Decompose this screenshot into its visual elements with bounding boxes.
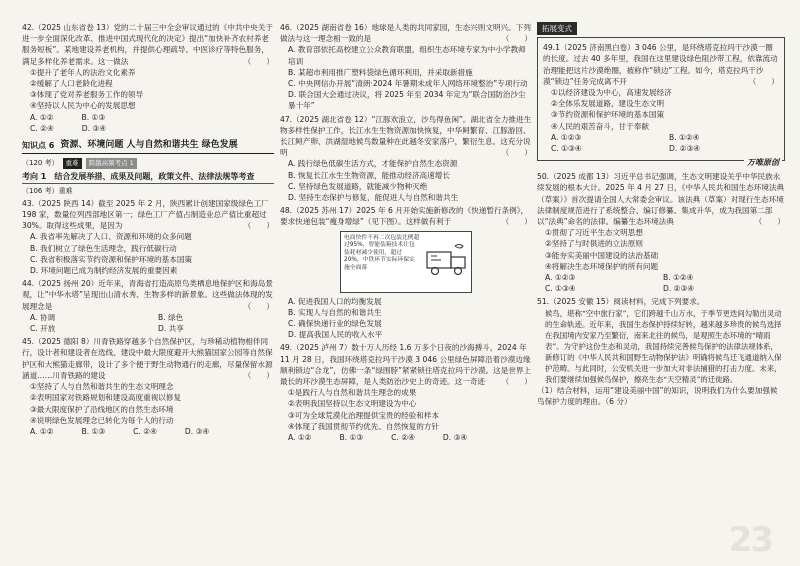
frequency-count: （120 考）	[22, 159, 59, 168]
question-42	[22, 22, 274, 134]
q42-options-2	[22, 123, 274, 134]
q43-option-b: B. 我们树立了绿色生活理念，践行低碳行动	[30, 243, 177, 253]
q43-stem: 43.（2025 陕西 14）截至 2025 年 2 月，陕西累计创建国家级绿色工厂 198 家，数量位列西部地区第一；绿色工厂产值占制造业总产值比重超过 30%。取得这些成果，是因为	[22, 198, 269, 231]
q49-1-item-2: ②全体乐发展道路，建设生态文明	[551, 99, 665, 109]
q45-item-2: ②表明国家对铁路规划和建设高度重视以修复	[30, 393, 182, 403]
q50-item-2: ②坚持了与时俱进的立法原则	[545, 239, 643, 249]
question-49	[280, 342, 532, 443]
answer-paren: （ ）	[501, 377, 532, 387]
q45-item-1: ①坚持了人与自然和谐共生的生态文明理念	[30, 382, 174, 392]
q50-item-1: ①贯彻了习近平生态文明思想	[545, 228, 643, 238]
q42-stem: 42.（2025 山东省卷 13）党的二十届三中全会审议通过的《中共中央关于进一步全面深化改革、推进中国式现代化的决定》提出“加快补齐农村养老服务短板”。某地建设养老机构，并提供心理疏导、中医诊疗等特色服务，满足多样化养老需求。这一做法	[22, 23, 273, 66]
q50-stem: 50.（2025 成都 13）习近平总书记强调，生态文明建设关乎中华民族永续发展的根本大计。2025 年 4 月 27 日，《中华人民共和国生态环境法典（草案）》首次提请全国人大常委会审议。该法典（草案）对现行生态环境法律制度规范进行了系统整合、编订修纂、集成升华，成为我国第二部以“法典”命名的法律。编纂生态环境法典	[537, 172, 785, 227]
q50-options-2	[537, 283, 785, 294]
question-48	[280, 205, 532, 340]
question-51	[537, 296, 785, 407]
option-c: C. ②④	[133, 426, 157, 436]
option-d: D. ②③④	[663, 284, 695, 294]
q42-item-1: ①提升了老年人的法治文化素养	[30, 67, 136, 77]
q47-option-c: C. 坚持绿色发展道路，就能减少物种灭绝	[288, 181, 428, 191]
q47-option-a: A. 践行绿色低碳生活方式，才能保护自然生态资源	[288, 159, 458, 169]
option-a: A. ①②③	[545, 273, 576, 283]
option-d: D. ③④	[184, 426, 210, 436]
extension-box-header: 拓展变式	[537, 22, 577, 35]
q46-option-d: D. 联合国大会通过决议，将 2025 年至 2034 年定为“联合国防治沙尘暴十年”	[288, 90, 526, 111]
q49-1-item-4: ④人民的艰苦奋斗，甘于奉献	[551, 121, 649, 131]
option-c: C. ②④	[391, 433, 415, 443]
option-a: A. ①②	[30, 112, 54, 122]
q50-item-4: ④将解决生态环境保护的所有问题	[545, 261, 659, 271]
q46-stem: 46.（2025 湖南省卷 16）地球是人类的共同家园，生态兴则文明兴。下列做法与这一理念相一致的是	[280, 23, 531, 44]
q48-option-b: B. 实现人与自然的和谐共生	[288, 307, 382, 317]
q47-stem: 47.（2025 湖北省卷 12）“江豚欢浪立，沙鸟得鱼闲”。湖北省全力推进生物多样性保护工作，长江水生生物资源加快恢复，中华鲟繁育、江豚游回、长江鲟产卵、洪湖湿地候鸟数量种在此越冬安家落户，繁衍生息。这充分说明	[280, 114, 532, 158]
answer-paren: （ ）	[501, 217, 532, 227]
q42-item-2: ②缓解了人口老龄化进程	[30, 79, 113, 89]
q45-options	[22, 426, 274, 437]
option-b: B. 绿色	[158, 312, 184, 322]
frequency-line	[22, 158, 274, 169]
q42-item-3: ③体现了党对养老服务工作的领导	[30, 90, 144, 100]
q43-option-c: C. 我省积极落实节约资源和保护环境的基本国策	[30, 254, 193, 264]
q50-options	[537, 272, 785, 283]
q43-option-a: A. 我省率先解决了人口、资源和环境的众多问题	[30, 232, 192, 242]
option-b: B. ①②④	[669, 132, 700, 142]
option-a: A. ①②	[288, 433, 312, 443]
answer-paren: （ ）	[748, 76, 779, 86]
q51-ask: （1）结合材料，运用“建设美丽中国”的知识，说明我们为什么要加强候鸟保护力度的理由。（6 分）	[537, 385, 778, 406]
difficulty-badge: 重难	[63, 158, 82, 169]
question-46	[280, 22, 532, 112]
q49-item-3: ③可为全球荒漠化治理提供宝贵的经验和样本	[288, 410, 440, 420]
q49-options	[280, 432, 532, 443]
q47-option-d: D. 坚持生态保护与修复，能促进人与自然和谐共生	[288, 193, 459, 203]
page-number: 23	[728, 520, 772, 560]
q44-options-2	[22, 323, 274, 334]
q44-options	[22, 312, 274, 323]
q49-item-2: ②表明我国坚持以生态文明建设为中心	[288, 399, 417, 409]
q46-option-b: B. 某超市利用推广塑料袋绿色循环利用，并采取新措施	[288, 67, 473, 77]
q49-1-options-2	[543, 143, 779, 154]
q42-options	[22, 112, 274, 123]
q50-item-3: ③能夯实美丽中国建设的法治基础	[545, 250, 659, 260]
q45-item-3: ③最大限度保护了沿线地区的自然生态环境	[30, 404, 174, 414]
q45-item-4: ④说明绿色发展理念已转化为每个人的行动	[30, 415, 174, 425]
q49-item-4: ④体现了我国贯彻节约优先、自然恢复的方针	[288, 421, 440, 431]
knowledge-point-heading	[22, 140, 274, 154]
knowledge-point-title: 资源、环境问题 人与自然和谐共生 绿色发展	[60, 140, 238, 151]
option-b: B. ①③	[81, 426, 106, 436]
option-c: C. ①③④	[551, 144, 582, 154]
brand-logo: 万唯原创	[744, 157, 782, 168]
option-c: C. ①③④	[545, 284, 576, 294]
extension-box	[537, 37, 785, 168]
knowledge-point-tag: 知识点 6	[22, 141, 55, 151]
option-d: D. ③④	[442, 433, 468, 443]
answer-paren: （ ）	[243, 56, 274, 66]
option-a: A. 协调	[30, 312, 56, 322]
option-b: B. ①③	[81, 112, 106, 122]
q49-stem: 49.（2025 泸州 7）数十万人历经 1.6 万多个日夜的沙海搏斗，2024 年 11 月 28 日，我国环绕塔克拉玛干沙漠 3 046 公里绿色屏障沿着沙漠边缘顺利锁边“合龙”，仿佛一条“绿围脖”紧紧锁住塔克拉玛干沙漠。这是世界上最长的环沙漠生态屏障，是人类防治沙史上的奇迹。这一奇迹	[280, 343, 532, 387]
column-left	[22, 22, 274, 439]
q48-option-a: A. 促进我国人口的均衡发展	[288, 296, 382, 306]
q48-option-c: C. 确保快递行业的绿色发展	[288, 319, 382, 329]
answer-paren: （ ）	[243, 221, 274, 231]
q49-item-1: ①是践行人与自然和谐共生理念的成果	[288, 388, 417, 398]
q46-option-a: A. 教育部依托高校建立公众教育联盟，组织生态环境专家为中小学教师培训	[288, 45, 526, 66]
q48-option-d: D. 提高我国人民的收入水平	[288, 330, 383, 340]
question-47	[280, 114, 532, 204]
option-d: D. ②③④	[669, 144, 701, 154]
option-b: B. ①③	[339, 433, 364, 443]
q51-stem: 51.（2025 安徽 15）阅读材料，完成下列要求。	[537, 297, 705, 307]
question-44	[22, 278, 274, 334]
answer-paren: （ ）	[243, 370, 274, 380]
q48-stem: 48.（2025 苏州 17）2025 年 6 月开始实施新修改的《快递暂行条例》，要求快递包装“瘦身增绿”（见下图）。这样做有利于	[280, 206, 529, 227]
q47-option-b: B. 恢复长江水生生物资源，能推动经济高速增长	[288, 170, 450, 180]
delivery-truck-icon	[423, 232, 471, 292]
option-d: D. ③④	[81, 123, 107, 133]
question-45	[22, 336, 274, 437]
column-right	[537, 22, 785, 409]
answer-paren: （ ）	[754, 217, 785, 227]
option-c: C. 开放	[30, 324, 56, 334]
q49-1-stem: 49.1（2025 济南黑白卷）3 046 公里，是环绕塔克拉玛干沙漠一圈的长度。过去 40 多年里，我国在这里建设绿色阻沙带工程，依靠流动治理能把这片沙漠绝圈，被称作“锁边”工程。如今，塔克拉玛干沙漠“锁边”任务完成离不开	[543, 43, 778, 86]
express-packaging-poster	[340, 231, 472, 293]
q49-1-item-1: ①以经济建设为中心，高速发展经济	[551, 88, 672, 98]
q42-item-4: ④坚持以人民为中心的发展思想	[30, 101, 136, 111]
q51-material: 候鸟，堪称“空中旅行家”，它们跨越千山万水，于季节更迭间勾勒出灵动的生命轨迹。近年来，我国生态保护持续好转，越来越多珍贵的候鸟选择在我国境内安家乃至繁衍，南来北往的候鸟，是观照生态环境的“晴雨表”。为守护这份生态和灵动，我国持续完善候鸟保护的法律法规体系，新修订的《中华人民共和国野生动物保护法》明确将候鸟迁飞通道纳入保护范畴。与此同时，公安机关进一步加大对非法捕猎的打击力度。未来，我们要继续加强候鸟保护，擦亮生态“天空精灵”的迁徙路。	[545, 308, 782, 384]
question-50	[537, 171, 785, 294]
high-frequency-badge: 跨越高频考点 1	[86, 158, 137, 169]
column-middle	[280, 22, 532, 445]
q49-1-item-3: ③节约资源和保护环境的基本国策	[551, 110, 665, 120]
kaoxiang-heading: 考向 1 结合发展举措、成果及问题，政策文件、法律法规等考查	[22, 171, 274, 183]
question-43	[22, 198, 274, 276]
q46-option-c: C. 中央网信办开展“清朗·2024 年暑期未成年人网络环境整治”专项行动	[288, 79, 528, 89]
option-c: C. ②④	[30, 123, 54, 133]
q43-option-d: D. 环境问题已成为制约经济发展的重要因素	[30, 266, 178, 276]
answer-paren: （ ）	[501, 148, 532, 158]
q45-stem: 45.（2025 德阳 8）川青铁路穿越多个自然保护区，与珍稀动植物相伴同行，设计者和建设者在选线、建设中最大限度避开大熊猫国家公园等自然保护区和大熊猫走廊带，设计了多个便于野生动物通行的走廊，尽量保留水源涵道……川青铁路的建设	[22, 337, 273, 380]
option-b: B. ①②④	[663, 273, 694, 283]
q49-1-options	[543, 132, 779, 143]
option-d: D. 共享	[158, 324, 184, 334]
q44-stem: 44.（2025 扬州 20）近年来，青海省打造高原鸟类栖息地保护区和海岛景观，让“中华水塔”呈现出山清水秀、生物多样的新景象。这些做法体现的发展理念是	[22, 279, 273, 311]
option-a: A. ①②	[30, 426, 54, 436]
option-a: A. ①②③	[551, 132, 582, 142]
poster-text: 电商快件不再二次包装比例超过95%，智能装箱技术让包装耗材减少使用，超过20%，中铁环节实际环保实施全面落	[344, 234, 420, 272]
answer-paren: （ ）	[501, 34, 532, 44]
answer-paren: （ ）	[243, 301, 274, 311]
kaoxiang-count: （106 考）重难	[22, 186, 73, 195]
